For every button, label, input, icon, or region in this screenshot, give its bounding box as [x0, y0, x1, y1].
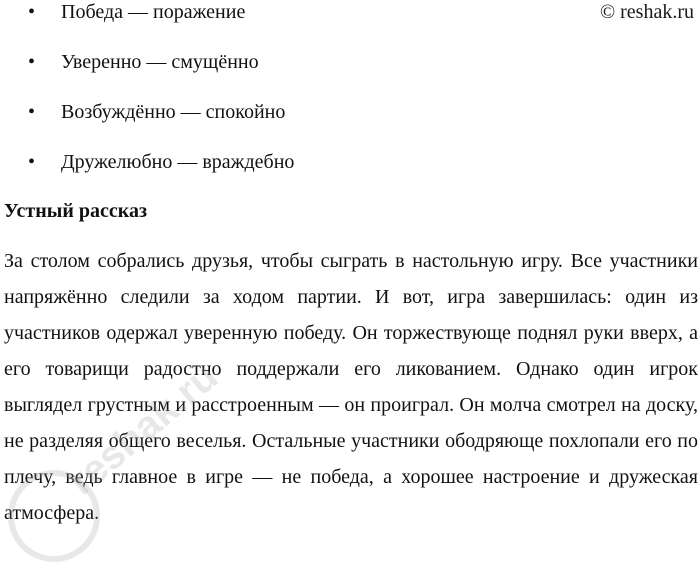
- list-item: [0, 150, 294, 200]
- bullet-icon: •: [28, 51, 36, 73]
- copyright-watermark: © reshak.ru: [599, 1, 694, 23]
- section-heading: Устный рассказ: [4, 200, 148, 222]
- list-item: [0, 0, 294, 50]
- bullet-icon: •: [28, 1, 36, 23]
- antonym-list: [0, 0, 294, 200]
- list-item-text: Победа — поражение: [61, 1, 246, 23]
- list-item-text: Уверенно — смущённо: [61, 51, 259, 73]
- watermark-stamp-text: reshak.ru: [60, 354, 227, 504]
- list-item-text: Дружелюбно — враждебно: [61, 151, 295, 173]
- list-item-text: Возбуждённо — спокойно: [61, 101, 286, 123]
- bullet-icon: •: [28, 151, 36, 173]
- story-paragraph: За столом собрались друзья, чтобы сыграть в настольную игру. Все участники напряжённо следили за ходом партии. И вот, игра завершилась: один из участников одержал уверенную победу. Он торжествующе поднял руки вверх, а его товарищи радостно поддержали его ликованием. Однако один игрок выглядел грустным и расстроенным — он проиграл. Он молча смотрел на доску, не разделяя общего веселья. Остальные участники ободряюще похлопали его по плечу, ведь главное в игре — не победа, а хорошее настроение и дружеская атмосфера.: [4, 250, 698, 524]
- list-item: [0, 50, 294, 100]
- bullet-icon: •: [28, 101, 36, 123]
- list-item: [0, 100, 294, 150]
